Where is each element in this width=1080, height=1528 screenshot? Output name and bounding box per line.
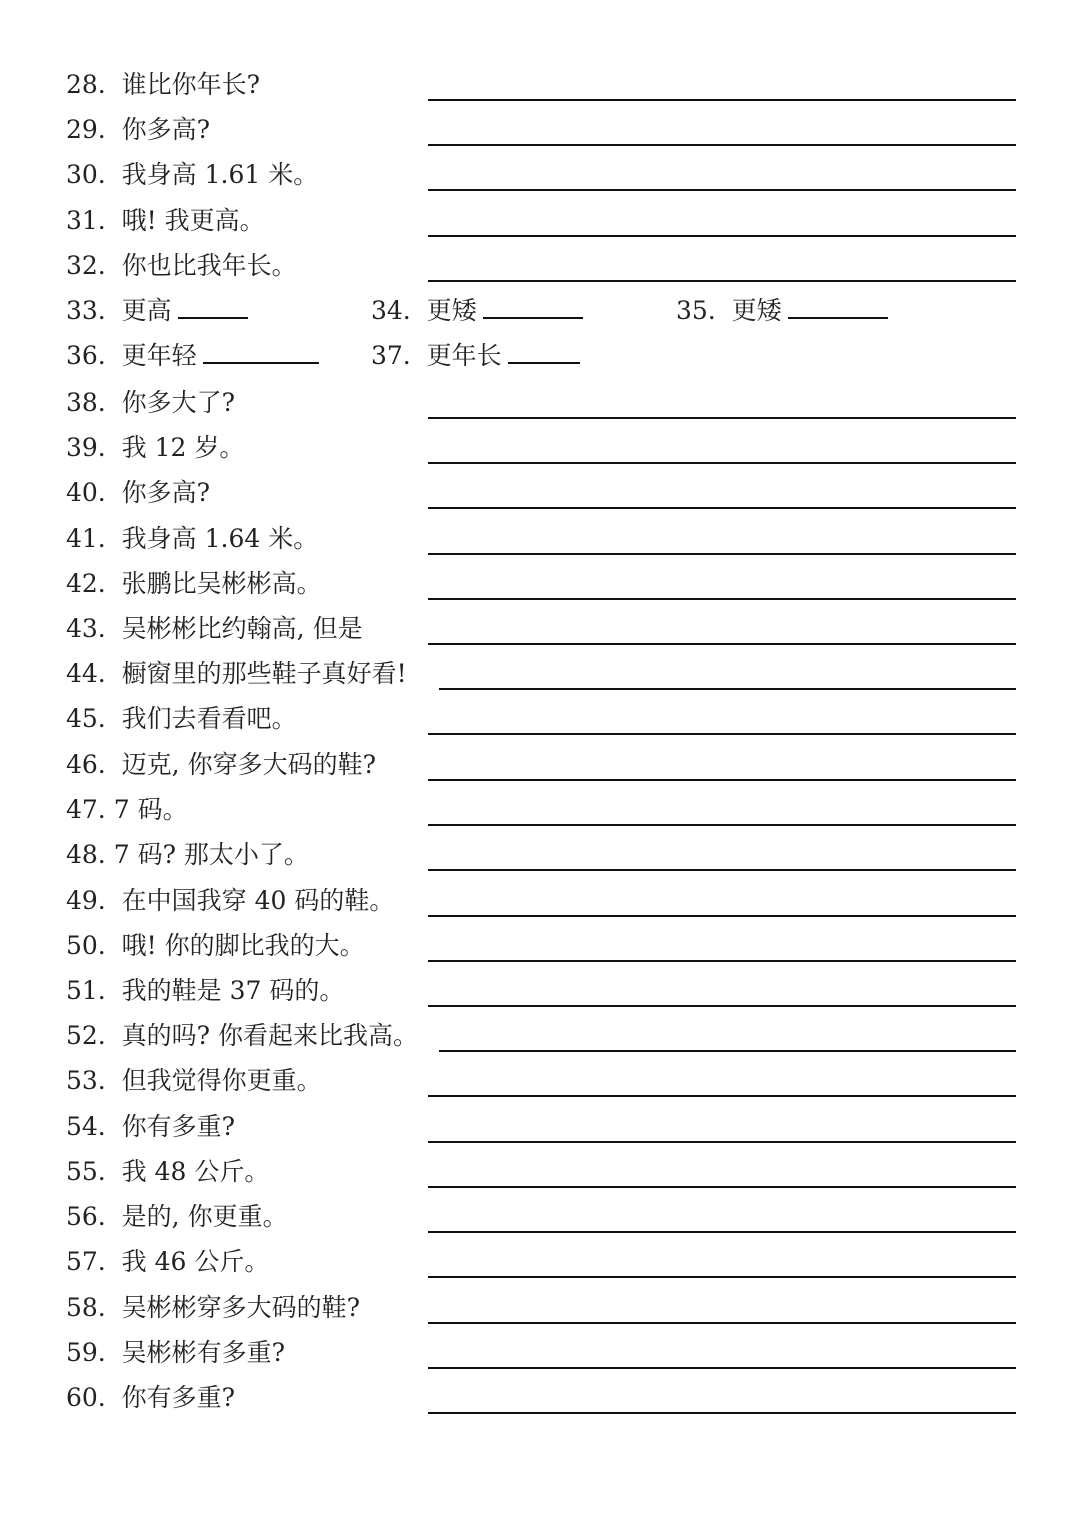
question-text: 55. 我 48 公斤。 xyxy=(66,1157,270,1186)
question-56 xyxy=(66,1188,1016,1233)
question-32 xyxy=(66,237,1016,282)
question-45 xyxy=(66,690,1016,735)
question-text: 37. 更年长 xyxy=(371,341,502,370)
question-text: 45. 我们去看看吧。 xyxy=(66,704,297,733)
question-text: 57. 我 46 公斤。 xyxy=(66,1247,270,1276)
question-30 xyxy=(66,146,1016,191)
question-57 xyxy=(66,1233,1016,1278)
question-text: 41. 我身高 1.64 米。 xyxy=(66,524,319,553)
question-50 xyxy=(66,917,1016,962)
question-59 xyxy=(66,1324,1016,1369)
question-34 xyxy=(371,298,583,343)
question-text: 33. 更高 xyxy=(66,296,172,325)
question-text: 29. 你多高? xyxy=(66,115,211,144)
answer-blank[interactable] xyxy=(508,362,580,364)
question-text: 32. 你也比我年长。 xyxy=(66,251,297,280)
question-38 xyxy=(66,374,1016,419)
answer-blank[interactable] xyxy=(428,1095,1016,1097)
question-text: 60. 你有多重? xyxy=(66,1383,236,1412)
question-text: 31. 哦! 我更高。 xyxy=(66,206,265,235)
question-text: 56. 是的, 你更重。 xyxy=(66,1202,288,1231)
answer-blank[interactable] xyxy=(428,1412,1016,1414)
question-43 xyxy=(66,600,1016,645)
question-60 xyxy=(66,1369,1016,1414)
question-29 xyxy=(66,101,1016,146)
question-text: 36. 更年轻 xyxy=(66,341,197,370)
question-48 xyxy=(66,826,1016,871)
question-41 xyxy=(66,510,1016,555)
question-28 xyxy=(66,56,1016,101)
question-text: 51. 我的鞋是 37 码的。 xyxy=(66,976,345,1005)
question-49 xyxy=(66,872,1016,917)
question-39 xyxy=(66,419,1016,464)
question-46 xyxy=(66,736,1016,781)
answer-blank[interactable] xyxy=(428,280,1016,282)
question-text: 52. 真的吗? 你看起来比我高。 xyxy=(66,1021,419,1050)
answer-blank[interactable] xyxy=(788,317,888,319)
question-55 xyxy=(66,1143,1016,1188)
question-text: 50. 哦! 你的脚比我的大。 xyxy=(66,931,365,960)
answer-blank[interactable] xyxy=(428,869,1016,871)
question-54 xyxy=(66,1098,1016,1143)
question-text: 43. 吴彬彬比约翰高, 但是 xyxy=(66,614,363,643)
question-text: 28. 谁比你年长? xyxy=(66,70,261,99)
answer-blank[interactable] xyxy=(483,317,583,319)
question-51 xyxy=(66,962,1016,1007)
question-text: 35. 更矮 xyxy=(676,296,782,325)
question-52 xyxy=(66,1007,1016,1052)
question-text: 42. 张鹏比吴彬彬高。 xyxy=(66,569,322,598)
question-44 xyxy=(66,645,1016,690)
question-text: 58. 吴彬彬穿多大码的鞋? xyxy=(66,1293,361,1322)
question-58 xyxy=(66,1279,1016,1324)
question-text: 39. 我 12 岁。 xyxy=(66,433,245,462)
question-text: 44. 橱窗里的那些鞋子真好看! xyxy=(66,659,407,688)
question-53 xyxy=(66,1052,1016,1097)
answer-blank[interactable] xyxy=(428,507,1016,509)
answer-blank[interactable] xyxy=(428,733,1016,735)
question-text: 46. 迈克, 你穿多大码的鞋? xyxy=(66,750,376,779)
answer-blank[interactable] xyxy=(178,317,248,319)
question-text: 59. 吴彬彬有多重? xyxy=(66,1338,286,1367)
answer-blank[interactable] xyxy=(428,189,1016,191)
question-text: 53. 但我觉得你更重。 xyxy=(66,1066,322,1095)
question-text: 34. 更矮 xyxy=(371,296,477,325)
question-40 xyxy=(66,464,1016,509)
answer-blank[interactable] xyxy=(203,362,319,364)
question-text: 30. 我身高 1.61 米。 xyxy=(66,160,319,189)
question-text: 49. 在中国我穿 40 码的鞋。 xyxy=(66,886,395,915)
question-47 xyxy=(66,781,1016,826)
question-35 xyxy=(676,298,888,343)
question-text: 40. 你多高? xyxy=(66,478,211,507)
answer-blank[interactable] xyxy=(428,1276,1016,1278)
question-text: 38. 你多大了? xyxy=(66,388,236,417)
question-text: 48. 7 码? 那太小了。 xyxy=(66,840,309,869)
question-31 xyxy=(66,192,1016,237)
question-text: 47. 7 码。 xyxy=(66,795,188,824)
question-33 xyxy=(66,298,248,343)
question-42 xyxy=(66,555,1016,600)
question-text: 54. 你有多重? xyxy=(66,1112,236,1141)
